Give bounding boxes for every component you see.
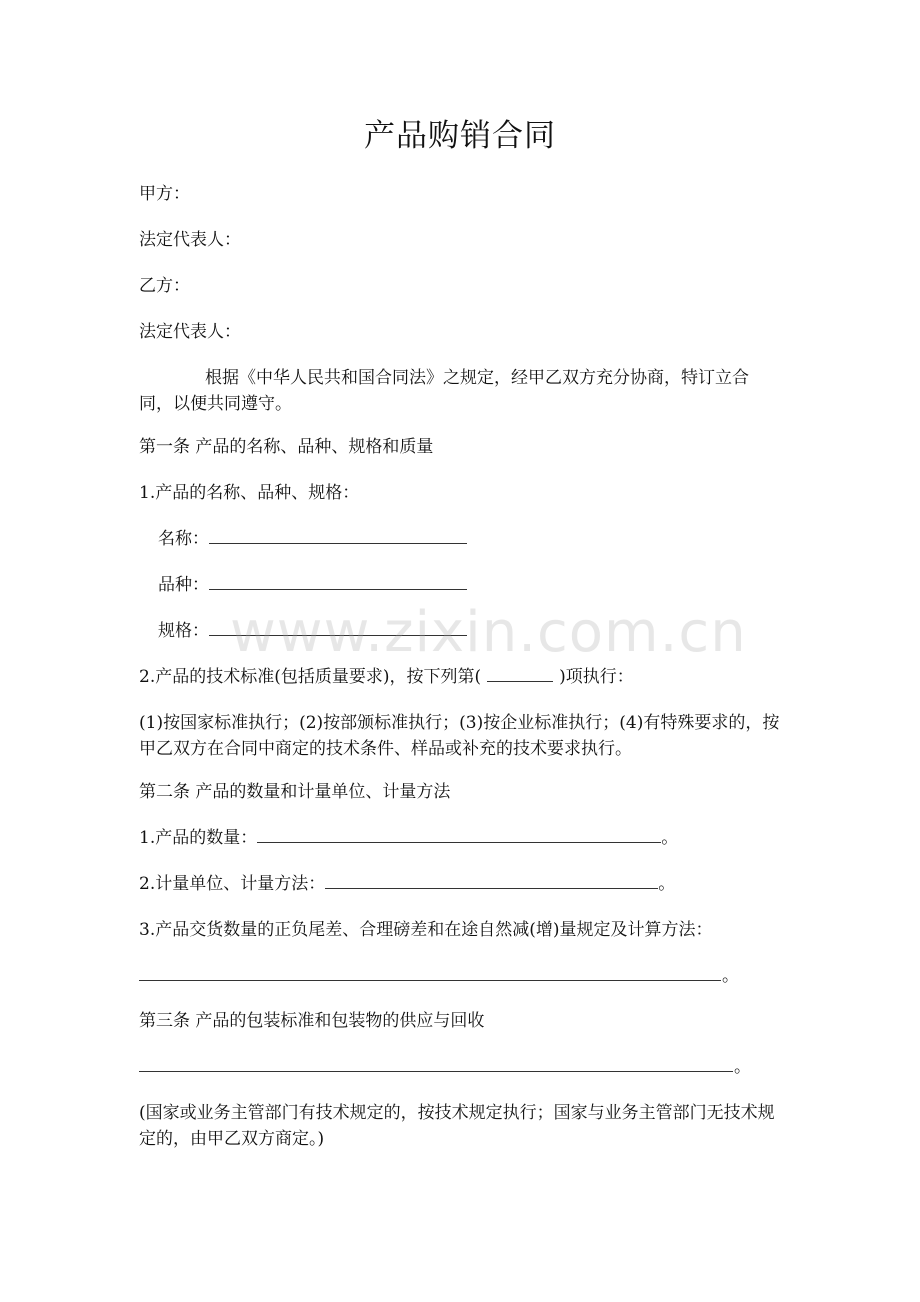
article-2-item-2 xyxy=(139,871,675,897)
article-2-heading: 第二条 产品的数量和计量单位、计量方法 xyxy=(139,782,451,802)
measurement-label: 2.计量单位、计量方法： xyxy=(139,874,326,894)
product-spec-row xyxy=(158,618,467,644)
standards-paragraph: (1)按国家标准执行；(2)按部颁标准执行；(3)按企业标准执行；(4)有特殊要求的，按甲乙双方在合同中商定的技术条件、样品或补充的技术要求执行。 xyxy=(139,713,780,759)
measurement-blank xyxy=(325,872,658,889)
product-spec-label: 规格： xyxy=(158,621,209,641)
item-2-suffix: )项执行： xyxy=(559,667,634,687)
tolerance-period: 。 xyxy=(722,966,739,986)
party-a-label: 甲方： xyxy=(139,184,190,204)
article-1-item-2 xyxy=(139,664,634,690)
contract-title: 产品购销合同 xyxy=(364,118,556,154)
article-2-item-1 xyxy=(139,825,678,851)
product-name-blank xyxy=(209,527,467,544)
item-2-prefix: 2.产品的技术标准(包括质量要求)，按下列第( xyxy=(139,667,482,687)
party-a-representative-label: 法定代表人： xyxy=(139,230,241,250)
article-2-item-3: 3.产品交货数量的正负尾差、合理磅差和在途自然减(增)量规定及计算方法： xyxy=(139,920,713,940)
standard-choice-blank xyxy=(487,665,553,682)
quantity-period: 。 xyxy=(661,828,679,848)
website-watermark: www.zixin.com.cn xyxy=(230,600,747,665)
packaging-note: (国家或业务主管部门有技术规定的，按技术规定执行；国家与业务主管部门无技术规定的，由甲乙双方商定。) xyxy=(139,1103,775,1149)
quantity-blank xyxy=(257,826,661,843)
article-3-heading: 第三条 产品的包装标准和包装物的供应与回收 xyxy=(139,1011,485,1031)
packaging-period: 。 xyxy=(734,1057,751,1077)
tolerance-blank xyxy=(139,979,721,981)
preamble-paragraph: 根据《中华人民共和国合同法》之规定，经甲乙双方充分协商，特订立合同，以便共同遵守。 xyxy=(139,368,749,414)
product-spec-blank xyxy=(209,619,467,636)
article-1-heading: 第一条 产品的名称、品种、规格和质量 xyxy=(139,437,434,457)
party-b-representative-label: 法定代表人： xyxy=(139,322,241,342)
product-variety-label: 品种： xyxy=(158,575,209,595)
packaging-blank xyxy=(139,1070,733,1072)
measurement-period: 。 xyxy=(658,874,676,894)
product-variety-blank xyxy=(209,573,467,590)
product-name-label: 名称： xyxy=(158,529,209,549)
product-name-row xyxy=(158,526,467,552)
product-variety-row xyxy=(158,572,467,598)
party-b-label: 乙方： xyxy=(139,276,190,296)
article-1-item-1: 1.产品的名称、品种、规格： xyxy=(139,483,360,503)
quantity-label: 1.产品的数量： xyxy=(139,828,258,848)
